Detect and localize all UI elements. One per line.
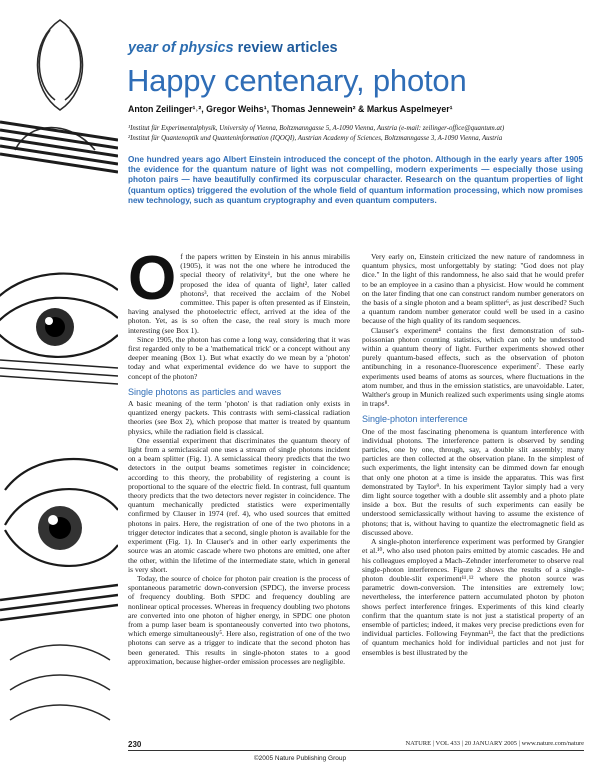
kicker-suffix: review articles (237, 40, 338, 56)
paragraph: Clauser's experiment⁴ contains the first demonstration of sub-poissonian photon counting statistics, which can only be understood within a quantum theory of light. Further experiments showed other purely quantum-based effects, such as the observation of photon antibunching in a resonance-fluorescence experiment⁷. These early experiments used beams of atoms as sources, where fluctuations in the atom number, and thus in the emission statistics, are unavoidable. Later, Walther's group in Munich realized such experiments using single atoms in traps⁸. (362, 325, 584, 409)
section-kicker (128, 40, 338, 56)
section-heading: Single-photon interference (362, 414, 468, 425)
paragraph: A basic meaning of the term 'photon' is that radiation only exists in quantized energy packets. This contrasts with semi-classical radiation theories (see Box 2), which propose that matter is treated by quantum physics, while the radiation field is classical. (128, 399, 350, 436)
column-left (128, 244, 350, 666)
abstract: One hundred years ago Albert Einstein introduced the concept of the photon. Although in the early years after 1905 the evidence for the quantum nature of light was not compelling, modern experiments — especially those using photon pairs — have beautifully confirmed its corpuscular character. Research on the quantum properties of light (quantum optics) triggered the evolution of the whole field of quantum information processing, which now promises new technology, such as quantum cryptography and even quantum computers. (128, 155, 583, 205)
paragraph: A single-photon interference experiment was performed by Grangier et al.¹⁰, who also used photon pairs emitted by atomic cascades. He and his colleagues employed a Mach–Zehnder interferometer to observe real single-photon interferences. Figure 2 shows the results of a single-photon double-slit experiment¹¹˒¹² where the photon source was parametric down-conversion. The intensities are extremely low; nevertheless, the interference pattern accumulated photon by photon shows perfect interference fringes. Experiments of this kind clearly confirm that the quantum state is not just a statistical property of an ensemble of particles; indeed, it makes very precise predictions even for individual particles. Following Feynman¹³, the fact that the predictions of quantum mechanics hold for individual particles and not just for ensembles is best illustrated by the (362, 537, 584, 657)
affiliation-1: ¹Institut für Experimentalphysik, University of Vienna, Boltzmanngasse 5, A-1090 Vienna, Austria (e-mail: zeilinger-office@quantum.at) (128, 125, 505, 132)
paragraph: f the papers written by Einstein in his annus mirabilis (1905), it was not the one where he introduced the special theory of relativity¹, but the one where he proposed the idea of quanta of light², later called photons³, that received the acclaim of the Nobel committee. This paper is often presented as if Einstein, having analysed the photoelectric effect, arrived at the idea of the photon. Yet, as is so often the case, the real story is much more interesting (see Box 1). (128, 252, 350, 335)
journal-citation: NATURE | VOL 433 | 20 JANUARY 2005 | www.nature.com/nature (405, 740, 584, 747)
paragraph: Very early on, Einstein criticized the new nature of randomness in quantum physics, most unforgettably by stating: "God does not play dice." In the light of this randomness, he also said that he would prefer to be an employee in a casino than a physicist. How would he comment on the later finding that one can construct random number generators on the basis of a single photon and a beam splitter⁶, as just described? Such a quantum random number generator could well be used in a casino because of the high quality of its random sequences. (362, 252, 584, 326)
page-number: 230 (128, 740, 142, 749)
section-heading: Single photons as particles and waves (128, 386, 282, 397)
author-list: Anton Zeilinger¹˒², Gregor Weihs¹, Thomas Jennewein² & Markus Aspelmeyer¹ (128, 104, 453, 114)
article-title: Happy centenary, photon (127, 63, 467, 98)
paragraph: One essential experiment that discriminates the quantum theory of light from a semiclassical one uses a stream of single photons incident on a beam splitter (Fig. 1). A semiclassical theory predicts that the two detectors in the output beams sometimes register in coincidence; according to this theory, the probability of registering a count is proportional to the square of the electric field. In contrast, full quantum theory predicts that the two detectors never register in coincidence. The quantum mechanically predicted statistics were experimentally confirmed by Clauser in 1974 (ref. 4), who used sources that emitted photons in pairs. Here, the registration of one of the two photons in a trigger detector indicates that a second, single photon is available for the experiment (Fig. 1). In Clauser's and in other early experiments the source was an atomic cascade where two photons are emitted, one after the other, within the lifetime of the intermediate state, which in general is very short. (128, 435, 350, 574)
paragraph: One of the most fascinating phenomena is quantum interference with individual photons. The interference pattern is observed by sending particles, one by one, through, say, a double slit assembly; many particles are then collected at the observation plane. In the simplest of such experiments, the light intensity can be dimmed down far enough that only one photon at a time is inside the apparatus. This was first demonstrated by Taylor⁹. In his experiment Taylor simply had a very dim light source together with a double slit assembly and a photo plate inside a box. But the results of such experiments can easily be understood semiclassically without having to assume the existence of photons; that is, without having to quantize the electromagnetic field as discussed above. (362, 426, 584, 537)
paragraph: Today, the source of choice for photon pair creation is the process of spontaneous parametric down-conversion (SPDC), the inverse process of frequency doubling. Both SPDC and frequency doubling are nonlinear optical processes. Whereas in frequency doubling two photons are converted into one photon of higher energy, in SPDC one photon from a pump laser beam is spontaneously converted into two photons, which emerge simultaneously⁵. Here also, registration of one of the two photons can serve as a trigger to indicate that the second photon has been generated. This results in single-photon states to a good approximation, because higher-order emission processes are negligible. (128, 573, 350, 666)
affiliation-2: ²Institut für Quantenoptik und Quanteninformation (IQOQI), Austrian Academy of Sciences, Boltzmanngasse 3, A-1090 Vienna, Austria (128, 135, 503, 142)
kicker-prefix: year of physics (128, 40, 234, 56)
column-right (362, 252, 584, 657)
copyright-notice: ©2005 Nature Publishing Group (253, 755, 347, 762)
footer-divider (128, 750, 584, 751)
drop-cap: O (128, 244, 177, 313)
eye-artwork-illustration (0, 0, 118, 770)
paragraph: Since 1905, the photon has come a long way, considering that it was first regarded only to be a 'mathematical trick' or a concept without any deeper meaning (Box 1). But what exactly do we mean by a 'photon' today and what experimental evidence do we have to support the concept of the photon? (128, 334, 350, 381)
